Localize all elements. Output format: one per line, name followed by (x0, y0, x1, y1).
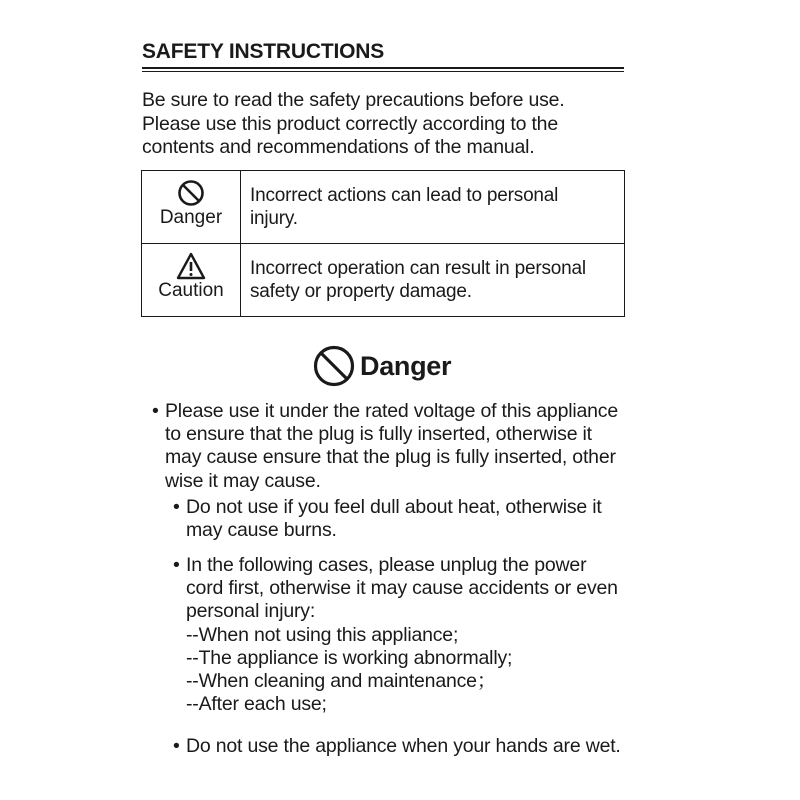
list-item-line: --After each use; (186, 693, 327, 716)
list-item-line: In the following cases, please unplug the power (186, 554, 587, 576)
list-item-line: Please use it under the rated voltage of this appliance (165, 400, 618, 422)
legend-label-caution: Caution (158, 280, 224, 301)
danger-section-heading (312, 344, 451, 388)
legend-description-cell (241, 171, 625, 244)
legend-description-line: safety or property damage. (250, 281, 472, 302)
legend-row-danger (142, 171, 625, 244)
bullet-glyph: • (173, 554, 180, 576)
list-item-line: Do not use the appliance when your hands are wet. (186, 735, 621, 757)
list-item-line: wise it may cause. (165, 469, 321, 492)
list-item-text (186, 735, 621, 758)
intro-line: contents and recommendations of the manual. (142, 136, 535, 158)
list-item-line: Do not use if you feel dull about heat, otherwise it (186, 496, 602, 518)
intro-line: Be sure to read the safety precautions before use. (142, 89, 565, 111)
legend-description-line: injury. (250, 208, 298, 229)
list-item-text (186, 554, 618, 716)
danger-heading-label: Danger (360, 350, 452, 381)
legend-symbol-cell (142, 244, 241, 317)
title-rule-thick (142, 67, 624, 69)
list-item-text (186, 496, 602, 542)
list-item-line: --When cleaning and maintenance； (186, 670, 497, 693)
legend-description-line: Incorrect actions can lead to personal (250, 185, 559, 206)
list-item-line: to ensure that the plug is fully inserted, otherwise it (165, 423, 592, 446)
legend-symbol-cell (142, 171, 241, 244)
warning-triangle-icon (176, 252, 206, 280)
symbol-legend-table (141, 170, 625, 317)
bullet-glyph: • (152, 400, 159, 422)
prohibition-icon (177, 179, 205, 207)
intro-paragraph (142, 89, 642, 160)
legend-description-cell (241, 244, 625, 317)
list-item-line: personal injury: (186, 600, 316, 623)
list-item-text (165, 400, 618, 493)
title-rule-thin (142, 71, 624, 72)
page-title: SAFETY INSTRUCTIONS (142, 40, 384, 63)
legend-label-danger: Danger (159, 207, 223, 228)
legend-description-line: Incorrect operation can result in personal (250, 258, 586, 279)
list-item-line: --The appliance is working abnormally; (186, 646, 513, 669)
prohibition-icon (312, 344, 356, 388)
bullet-glyph: • (173, 496, 180, 518)
list-item-line: may cause ensure that the plug is fully inserted, other (165, 446, 616, 469)
list-item-line: --When not using this appliance; (186, 623, 459, 646)
legend-row-caution (142, 244, 625, 317)
bullet-glyph: • (173, 735, 180, 757)
list-item-line: may cause burns. (186, 519, 337, 542)
list-item-line: cord first, otherwise it may cause accidents or even (186, 577, 618, 600)
intro-line: Please use this product correctly according to the (142, 112, 558, 135)
